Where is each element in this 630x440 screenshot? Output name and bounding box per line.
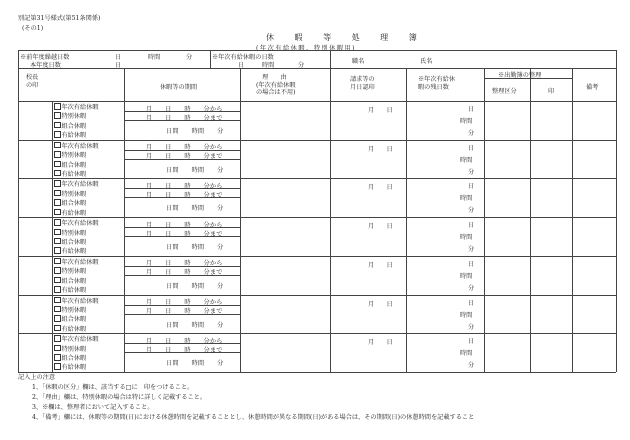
- checkbox-icon[interactable]: [54, 315, 61, 322]
- leave-type-option[interactable]: [54, 277, 99, 286]
- leave-type-option[interactable]: [54, 142, 99, 151]
- remaining-hours: 時間: [460, 350, 473, 358]
- checkbox-icon[interactable]: [54, 161, 61, 168]
- leave-type-option[interactable]: [54, 219, 99, 228]
- checkbox-icon[interactable]: [54, 335, 61, 342]
- request-date: 月 日: [368, 107, 393, 114]
- affiliation-label: 職名: [352, 58, 365, 65]
- header-remaining: ※年次有給休 暇の残日数: [418, 76, 456, 91]
- period-from: 月 日 時 分から: [146, 337, 223, 345]
- leave-type-list: [54, 103, 99, 141]
- leave-type-label: 年次有給休暇: [61, 181, 99, 189]
- leave-type-label: 年次有給休暇: [61, 297, 99, 305]
- request-date: 月 日: [368, 223, 393, 231]
- leave-type-option[interactable]: [54, 190, 99, 199]
- checkbox-icon[interactable]: [54, 199, 61, 206]
- checkbox-icon[interactable]: [54, 219, 61, 226]
- remaining-minutes: 分: [468, 362, 475, 370]
- leave-type-label: 特別休暇: [61, 152, 87, 160]
- form-part: (その1): [22, 25, 44, 32]
- leave-type-option[interactable]: [54, 267, 99, 276]
- leave-type-option[interactable]: [54, 199, 99, 208]
- period-from: 月 日 時 分から: [146, 105, 223, 113]
- period-from: 月 日 時 分から: [146, 299, 223, 306]
- leave-type-label: 年次有給休暇: [61, 258, 99, 266]
- checkbox-icon[interactable]: [54, 209, 61, 216]
- leave-type-label: 特別休暇: [61, 345, 87, 353]
- header-classification: 整理区分: [492, 88, 517, 95]
- remaining-hours: 時間: [460, 272, 473, 280]
- leave-type-option[interactable]: [54, 122, 99, 131]
- leave-type-label: 組合休暇: [61, 161, 87, 169]
- leave-type-label: 組合休暇: [61, 316, 87, 324]
- leave-type-option[interactable]: [54, 354, 99, 363]
- leave-type-option[interactable]: [54, 335, 99, 344]
- leave-type-label: 特別休暇: [61, 190, 87, 198]
- leave-type-option[interactable]: [54, 180, 99, 189]
- carryover-minute-unit: 分: [186, 54, 193, 61]
- page-subtitle: (年次有給休暇、特別休暇用): [256, 45, 357, 52]
- current-year-label: 本年度日数: [30, 62, 61, 69]
- carryover-day-unit: 日: [115, 54, 122, 61]
- checkbox-icon[interactable]: [54, 103, 61, 110]
- period-total: 日間 時間 分: [166, 360, 224, 368]
- header-reason: 理 由: [262, 74, 287, 81]
- leave-type-label: 特別休暇: [61, 306, 87, 314]
- leave-type-option[interactable]: [54, 103, 99, 112]
- note-item-3: 3、※欄は、整理者において記入すること。: [32, 404, 154, 411]
- period-to: 月 日 時 分まで: [146, 269, 223, 277]
- leave-type-label: 有給休暇: [61, 170, 87, 178]
- checkbox-icon[interactable]: [54, 354, 61, 361]
- remaining-hours: 時間: [460, 118, 473, 125]
- leave-type-option[interactable]: [54, 345, 99, 354]
- leave-type-option[interactable]: [54, 306, 99, 315]
- leave-type-list: [54, 258, 99, 296]
- leave-type-option[interactable]: [54, 258, 99, 267]
- remaining-minutes: 分: [468, 168, 475, 176]
- form-reference: 別記第31号様式(第51条関係): [18, 15, 101, 22]
- annual-hour-unit: 時間: [262, 62, 275, 69]
- period-to: 月 日 時 分まで: [146, 230, 223, 238]
- leave-type-label: 有給休暇: [61, 287, 87, 295]
- leave-type-option[interactable]: [54, 238, 99, 247]
- leave-type-label: 年次有給休暇: [61, 142, 99, 150]
- period-total: 日間 時間 分: [166, 321, 224, 329]
- leave-type-label: 組合休暇: [61, 355, 87, 362]
- period-total: 日間 時間 分: [166, 205, 224, 213]
- leave-type-list: [54, 180, 99, 218]
- leave-type-option[interactable]: [54, 315, 99, 324]
- header-remarks: 備考: [586, 84, 599, 91]
- leave-type-option[interactable]: [54, 112, 99, 121]
- checkbox-icon[interactable]: [54, 131, 61, 138]
- leave-type-option[interactable]: [54, 151, 99, 160]
- remaining-days: 日: [468, 299, 475, 307]
- leave-type-option[interactable]: [54, 161, 99, 170]
- remaining-days: 日: [468, 144, 475, 152]
- current-day-unit: 日: [115, 62, 122, 69]
- remaining-minutes: 分: [468, 207, 475, 215]
- checkbox-icon[interactable]: [54, 277, 61, 284]
- notes-heading: 記入上の注意: [18, 374, 56, 381]
- leave-type-label: 有給休暇: [61, 248, 87, 256]
- leave-type-option[interactable]: [54, 297, 99, 306]
- period-from: 月 日 時 分から: [146, 260, 223, 268]
- annual-day-unit: 日: [238, 62, 245, 69]
- leave-type-label: 有給休暇: [61, 364, 87, 372]
- remaining-hours: 時間: [460, 156, 473, 164]
- annual-total-label: ※年次有給休暇の日数: [212, 54, 274, 61]
- checkbox-icon[interactable]: [54, 142, 61, 149]
- header-seal: 印: [548, 88, 555, 95]
- carryover-hour-unit: 時間: [148, 54, 161, 61]
- checkbox-icon[interactable]: [54, 363, 61, 370]
- remaining-hours: 時間: [460, 234, 473, 242]
- checkbox-icon[interactable]: [54, 112, 61, 119]
- remaining-days: 日: [468, 106, 475, 113]
- leave-type-label: 特別休暇: [61, 268, 87, 276]
- checkbox-icon[interactable]: [54, 345, 61, 352]
- period-to: 月 日 時 分まで: [146, 308, 223, 315]
- leave-type-label: 有給休暇: [61, 209, 87, 217]
- period-from: 月 日 時 分から: [146, 182, 223, 190]
- leave-type-list: [54, 219, 99, 257]
- checkbox-icon[interactable]: [54, 170, 61, 177]
- leave-type-option[interactable]: [54, 229, 99, 238]
- checkbox-icon[interactable]: [54, 229, 61, 236]
- checkbox-icon[interactable]: [54, 306, 61, 313]
- leave-type-list: [54, 335, 99, 373]
- request-date: 月 日: [368, 184, 393, 192]
- checkbox-icon[interactable]: [54, 247, 61, 254]
- remaining-hours: 時間: [460, 311, 473, 319]
- period-total: 日間 時間 分: [166, 244, 224, 252]
- period-to: 月 日 時 分まで: [146, 346, 223, 354]
- leave-type-label: 年次有給休暇: [61, 220, 99, 228]
- checkbox-icon[interactable]: [54, 122, 61, 129]
- leave-type-label: 有給休暇: [61, 132, 87, 140]
- period-to: 月 日 時 分まで: [146, 114, 223, 122]
- leave-type-label: 組合休暇: [61, 200, 87, 208]
- period-total: 日間 時間 分: [166, 282, 224, 290]
- checkbox-icon[interactable]: [54, 297, 61, 304]
- annual-minute-unit: 分: [298, 62, 305, 69]
- note-item-2: 2、「理由」欄は、特別休暇の場合は特に詳しく記載すること。: [32, 394, 207, 401]
- leave-type-label: 特別休暇: [61, 229, 87, 237]
- period-total: 日間 時間 分: [166, 166, 224, 174]
- remaining-minutes: 分: [468, 246, 475, 254]
- period-from: 月 日 時 分から: [146, 144, 223, 152]
- remaining-minutes: 分: [468, 284, 475, 292]
- remaining-days: 日: [468, 338, 475, 346]
- header-attendance-group: ※出勤簿の整理: [498, 72, 542, 79]
- leave-type-label: 組合休暇: [61, 238, 87, 246]
- leave-type-label: 組合休暇: [61, 122, 87, 130]
- checkbox-icon[interactable]: [54, 190, 61, 197]
- carryover-label: ※前年度繰越日数: [20, 54, 70, 61]
- header-period: 休暇等の期間: [160, 84, 198, 91]
- request-date: 月 日: [368, 145, 393, 153]
- remaining-minutes: 分: [468, 323, 475, 331]
- period-total: 日間 時間 分: [166, 128, 224, 135]
- remaining-days: 日: [468, 183, 475, 191]
- leave-type-label: 組合休暇: [61, 277, 87, 285]
- leave-type-label: 年次有給休暇: [61, 336, 99, 344]
- period-to: 月 日 時 分まで: [146, 153, 223, 161]
- request-date: 月 日: [368, 261, 393, 269]
- checkbox-icon[interactable]: [54, 238, 61, 245]
- note-item-1: 1、「休暇の区分」欄は、該当する□に 印をつけること。: [32, 384, 194, 391]
- header-request-date: 請求等の 月日認印: [350, 76, 375, 91]
- checkbox-icon[interactable]: [54, 286, 61, 293]
- checkbox-icon[interactable]: [54, 180, 61, 187]
- leave-type-label: 特別休暇: [61, 113, 87, 121]
- request-date: 月 日: [368, 300, 393, 308]
- checkbox-icon[interactable]: [54, 258, 61, 265]
- remaining-hours: 時間: [460, 195, 473, 203]
- checkbox-icon[interactable]: [54, 267, 61, 274]
- period-to: 月 日 時 分まで: [146, 191, 223, 199]
- leave-type-list: [54, 297, 99, 335]
- checkbox-icon[interactable]: [54, 325, 61, 332]
- page-title: 休 暇 等 処 理 簿: [266, 33, 426, 42]
- request-date: 月 日: [368, 339, 393, 347]
- checkbox-icon[interactable]: [54, 151, 61, 158]
- header-principal-seal: 校長 の印: [26, 74, 39, 89]
- leave-type-list: [54, 142, 99, 180]
- remaining-days: 日: [468, 260, 475, 268]
- period-from: 月 日 時 分から: [146, 221, 223, 229]
- leave-type-label: 年次有給休暇: [61, 104, 99, 111]
- leave-type-label: 有給休暇: [61, 325, 87, 333]
- leave-type-option[interactable]: [54, 363, 99, 372]
- remaining-days: 日: [468, 222, 475, 230]
- note-item-4: 4、「備考」欄には、休暇等の期間(日)における休憩時間を記載することとし、休憩時間が異なる期間(日)がある場合は、その期間(日)の休憩時間を記載すること: [32, 414, 475, 421]
- name-label: 氏名: [420, 58, 433, 65]
- remaining-minutes: 分: [468, 130, 475, 137]
- header-reason-note: (年次有給休暇 の場合は不用): [256, 82, 296, 96]
